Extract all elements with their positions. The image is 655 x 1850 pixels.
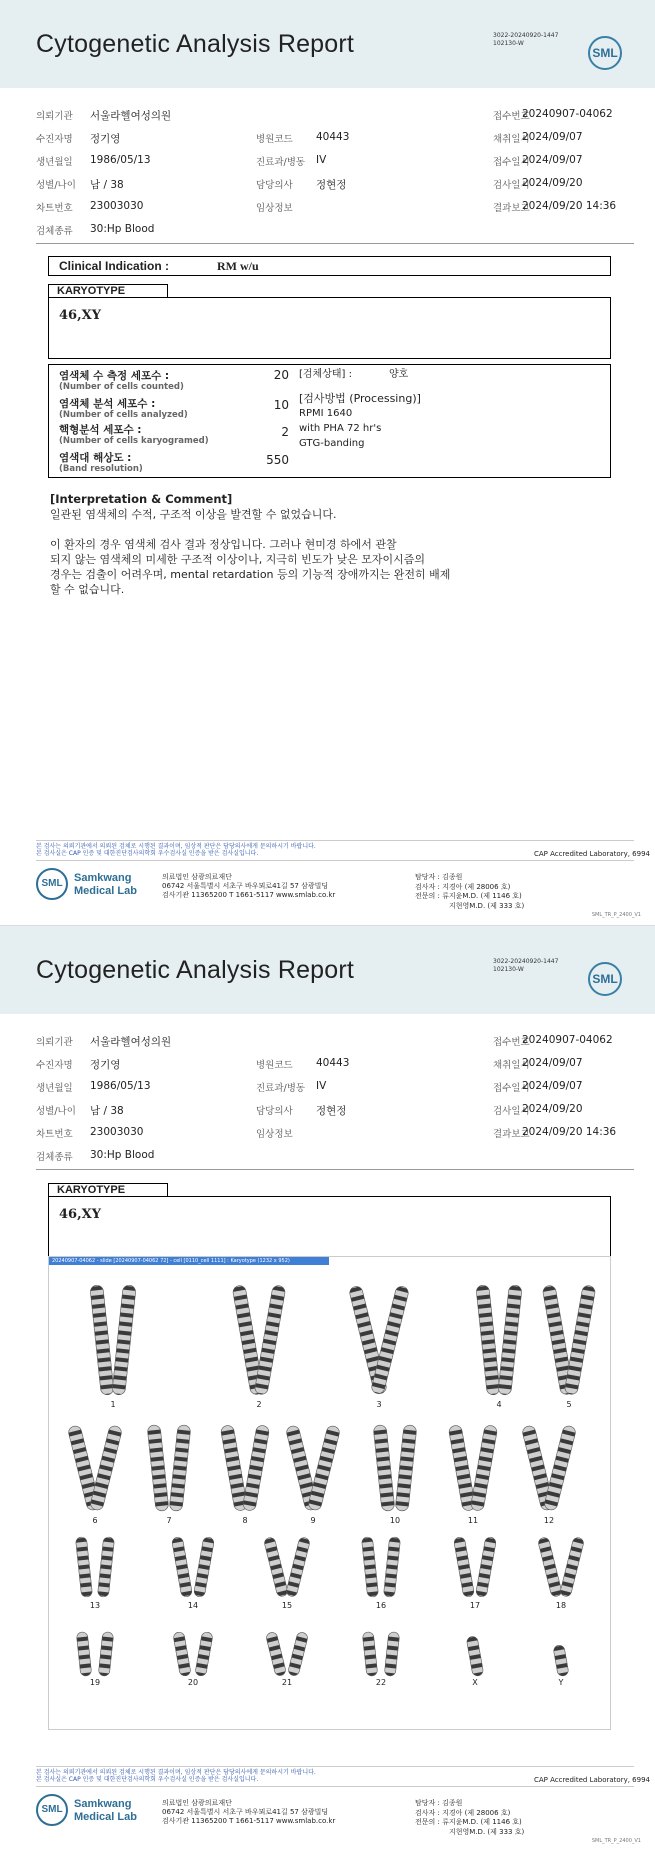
info-label: 성별/나이 bbox=[36, 180, 76, 191]
karyotype-value: 46,XY bbox=[59, 308, 101, 323]
cell-counts-box bbox=[48, 364, 611, 478]
form-version: SML_TR_P_2400_V1 bbox=[591, 1838, 641, 1844]
chromosome-label: 2 bbox=[256, 1400, 262, 1409]
header-code: 3022-20240920-1447 102130-W bbox=[493, 32, 559, 47]
chromosome-label: X bbox=[472, 1678, 478, 1687]
chromosome bbox=[171, 1537, 192, 1598]
interpretation-comment bbox=[50, 492, 550, 597]
info-value: 1986/05/13 bbox=[90, 154, 151, 166]
info-row bbox=[36, 171, 636, 194]
chromosome-label: 10 bbox=[389, 1516, 401, 1525]
chromosome-label: 8 bbox=[242, 1516, 248, 1525]
info-divider bbox=[36, 1169, 634, 1170]
comment-heading: [Interpretation & Comment] bbox=[50, 492, 233, 506]
info-value: 2024/09/20 14:36 bbox=[522, 1126, 617, 1138]
chromosome-label: 5 bbox=[566, 1400, 572, 1409]
info-value: IV bbox=[316, 154, 327, 166]
karyogram-image bbox=[48, 1256, 611, 1730]
info-row bbox=[36, 217, 636, 240]
chromosome bbox=[112, 1285, 136, 1396]
count-value-karyogramed: 2 bbox=[281, 425, 289, 439]
chromosome bbox=[285, 1537, 310, 1598]
chromosome bbox=[470, 1425, 498, 1512]
chromosome bbox=[559, 1537, 584, 1598]
chromosome bbox=[220, 1425, 248, 1512]
comment-line: 되지 않는 염색체의 미세한 구조적 이상이나, 지극히 빈도가 낮은 모자이시즘의 bbox=[50, 553, 425, 566]
chromosome-label: 1 bbox=[110, 1400, 116, 1409]
info-value: 23003030 bbox=[90, 200, 144, 212]
chromosome bbox=[373, 1425, 395, 1512]
info-label: 병원코드 bbox=[256, 134, 293, 145]
comment-line: 경우는 검출이 어려우며, mental retardation 등의 기능적 장애까지는 완전히 배제 bbox=[50, 568, 451, 581]
info-value: IV bbox=[316, 1080, 327, 1092]
chromosome-label: 19 bbox=[89, 1678, 101, 1687]
specimen-status-label: [검체상태] : bbox=[299, 369, 352, 380]
chromosome-label: 7 bbox=[166, 1516, 172, 1525]
count-label-counted: 염색체 수 측정 세포수 : (Number of cells counted) bbox=[59, 370, 184, 392]
chromosome bbox=[362, 1632, 378, 1677]
chromosome-label: 20 bbox=[187, 1678, 199, 1687]
chromosome-label: 9 bbox=[310, 1516, 316, 1525]
info-row bbox=[36, 1097, 636, 1120]
count-value-band: 550 bbox=[266, 453, 289, 467]
karyogram-svg bbox=[49, 1265, 612, 1731]
chromosome-label: 3 bbox=[376, 1400, 382, 1409]
chromosome bbox=[498, 1285, 522, 1396]
info-value: 서울라헬여성의원 bbox=[90, 1036, 172, 1048]
info-label: 결과보고 bbox=[493, 1129, 530, 1140]
karyotype-value: 46,XY bbox=[59, 1207, 101, 1222]
lab-address: 의료법인 삼광의료재단 06742 서울특별시 서초구 바우뫼로41길 57 삼광빌딩 검사기관 11365200 T 1661-5117 www.smlab.co.kr bbox=[162, 873, 336, 899]
info-label: 담당의사 bbox=[256, 180, 293, 191]
patient-info bbox=[36, 102, 636, 240]
chromosome bbox=[537, 1537, 562, 1598]
info-label: 접수일시 bbox=[493, 157, 530, 168]
info-value: 2024/09/07 bbox=[522, 1080, 583, 1092]
karyotype-box bbox=[48, 297, 611, 359]
footer-notice: 본 검사는 의뢰기관에서 의뢰된 검체로 시행된 결과이며, 임상적 판단은 담당의사에게 문의하시기 바랍니다. 본 검사실은 CAP 인증 및 대한진단검사의학회 우수검사실 인증을 받은 검사실입니다. bbox=[36, 1769, 316, 1783]
info-label: 생년월일 bbox=[36, 1083, 73, 1094]
chromosome bbox=[147, 1425, 169, 1512]
report-title: Cytogenetic Analysis Report bbox=[36, 30, 355, 58]
karyogram-caption-bar: 20240907-04062 - slide [20240907-04062 72] - cell [0110_cell 1111] : Karyotype (1232 x 952) bbox=[49, 1257, 329, 1265]
chromosome bbox=[89, 1425, 122, 1512]
info-value: 20240907-04062 bbox=[522, 1034, 613, 1046]
lab-address: 의료법인 삼광의료재단 06742 서울특별시 서초구 바우뫼로41길 57 삼광빌딩 검사기관 11365200 T 1661-5117 www.smlab.co.kr bbox=[162, 1799, 336, 1825]
form-version: SML_TR_P_2400_V1 bbox=[591, 912, 641, 918]
info-value: 40443 bbox=[316, 131, 350, 143]
info-value: 30:Hp Blood bbox=[90, 223, 155, 235]
chromosome bbox=[76, 1632, 92, 1677]
chromosome bbox=[543, 1425, 576, 1512]
count-label-karyogramed: 핵형분석 세포수 : (Number of cells karyogramed) bbox=[59, 424, 209, 446]
patient-info bbox=[36, 1028, 636, 1166]
info-label: 접수번호 bbox=[493, 1037, 530, 1048]
info-value: 2024/09/20 bbox=[522, 1103, 583, 1115]
info-row bbox=[36, 1074, 636, 1097]
chromosome bbox=[263, 1537, 288, 1598]
signatories: 탐당자 : 김종원 검사자 : 지경아 (제 28006 호) 전문의 : 류지윤M.D. (제 1146 호) 지현영M.D. (제 333 호) bbox=[415, 1799, 525, 1836]
chromosome bbox=[383, 1537, 400, 1598]
info-value: 정기영 bbox=[90, 1059, 121, 1071]
chromosome-label: Y bbox=[558, 1678, 564, 1687]
report-header bbox=[0, 0, 655, 88]
chromosome bbox=[97, 1537, 114, 1598]
info-value: 2024/09/07 bbox=[522, 1057, 583, 1069]
comment-line: 일관된 염색체의 수적, 구조적 이상을 발견할 수 없었습니다. bbox=[50, 508, 337, 521]
chromosome-label: 13 bbox=[89, 1601, 101, 1610]
cap-accreditation: CAP Accredited Laboratory, 6994 bbox=[533, 850, 650, 858]
chromosome bbox=[193, 1537, 214, 1598]
info-label: 차트번호 bbox=[36, 203, 73, 214]
chromosome bbox=[75, 1537, 92, 1598]
count-value-analyzed: 10 bbox=[273, 398, 289, 412]
chromosome-label: 12 bbox=[543, 1516, 555, 1525]
chromosome bbox=[466, 1636, 484, 1677]
chromosome bbox=[448, 1425, 476, 1512]
karyotype-box bbox=[48, 1196, 611, 1258]
chromosome-label: 21 bbox=[281, 1678, 293, 1687]
chromosome bbox=[307, 1425, 340, 1512]
info-value: 20240907-04062 bbox=[522, 108, 613, 120]
chromosome bbox=[475, 1537, 496, 1598]
sml-logo: SML bbox=[588, 36, 622, 70]
info-value: 정현정 bbox=[316, 1105, 347, 1117]
method-line: RPMI 1640 bbox=[299, 408, 353, 419]
method-label: [검사방법 (Processing)] bbox=[299, 392, 421, 405]
chromosome bbox=[98, 1632, 114, 1677]
info-label: 진료과/병동 bbox=[256, 1083, 306, 1094]
chromosome-label: 15 bbox=[281, 1601, 293, 1610]
info-label: 검사일시 bbox=[493, 1106, 530, 1117]
sml-logo: SML bbox=[588, 962, 622, 996]
info-label: 성별/나이 bbox=[36, 1106, 76, 1117]
chromosome-label: 14 bbox=[187, 1601, 199, 1610]
report-footer: 본 검사는 의뢰기관에서 의뢰된 검체로 시행된 결과이며, 임상적 판단은 담당의사에게 문의하시기 바랍니다. 본 검사실은 CAP 인증 및 대한진단검사의학회 우수검사실 인증을 받은 검사실입니다. CAP Accredited Laboratory, 6994 SML Samkwang Medical Lab 의료법인 삼광의료재단 06742 서울특별시 서초구 바우뫼로41길 57 삼광빌딩 검사기관 11365200 T 1661-5117 www.smlab.co.kr 탐당자 : 김종원 검사자 : 지경아 (제 28006 호) 전문의 : 류지윤M.D. (제 1146 호) 지현영M.D. (제 333 호) SML_TR_P_2400_V1 bbox=[0, 838, 655, 925]
chromosome bbox=[453, 1537, 474, 1598]
info-label: 채취일시 bbox=[493, 134, 530, 145]
info-label: 검체종류 bbox=[36, 226, 73, 237]
info-row bbox=[36, 1143, 636, 1166]
signatories: 탐당자 : 김종원 검사자 : 지경아 (제 28006 호) 전문의 : 류지윤M.D. (제 1146 호) 지현영M.D. (제 333 호) bbox=[415, 873, 525, 910]
footer-notice: 본 검사는 의뢰기관에서 의뢰된 검체로 시행된 결과이며, 임상적 판단은 담당의사에게 문의하시기 바랍니다. 본 검사실은 CAP 인증 및 대한진단검사의학회 우수검사실 인증을 받은 검사실입니다. bbox=[36, 843, 316, 857]
specimen-status-value: 양호 bbox=[389, 369, 409, 380]
comment-line bbox=[50, 522, 550, 537]
chromosome-label: 18 bbox=[555, 1601, 567, 1610]
info-row bbox=[36, 125, 636, 148]
chromosome-label: 16 bbox=[375, 1601, 387, 1610]
info-value: 서울라헬여성의원 bbox=[90, 110, 172, 122]
info-value: 2024/09/07 bbox=[522, 154, 583, 166]
info-row bbox=[36, 1120, 636, 1143]
clinical-indication-label: Clinical Indication : bbox=[59, 259, 170, 273]
info-value: 2024/09/07 bbox=[522, 131, 583, 143]
info-label: 임상정보 bbox=[256, 1129, 293, 1140]
chromosome bbox=[476, 1285, 500, 1396]
chromosome-label: 4 bbox=[496, 1400, 502, 1409]
chromosome bbox=[370, 1285, 409, 1395]
report-title: Cytogenetic Analysis Report bbox=[36, 956, 355, 984]
info-row bbox=[36, 1051, 636, 1074]
info-label: 접수일시 bbox=[493, 1083, 530, 1094]
info-label: 검체종류 bbox=[36, 1152, 73, 1163]
report-header bbox=[0, 926, 655, 1014]
chromosome bbox=[395, 1425, 417, 1512]
info-row bbox=[36, 102, 636, 125]
info-label: 수진자명 bbox=[36, 134, 73, 145]
chromosome-label: 17 bbox=[469, 1601, 481, 1610]
chromosome-label: 6 bbox=[92, 1516, 98, 1525]
count-value-counted: 20 bbox=[273, 368, 289, 382]
info-row bbox=[36, 1028, 636, 1051]
chromosome-label: 22 bbox=[375, 1678, 387, 1687]
chromosome bbox=[287, 1631, 308, 1676]
info-value: 남 / 38 bbox=[90, 1105, 124, 1117]
clinical-indication-box bbox=[48, 256, 611, 276]
chromosome bbox=[195, 1631, 213, 1676]
chromosome bbox=[553, 1644, 569, 1676]
karyotype-tab: KARYOTYPE bbox=[48, 284, 168, 297]
info-label: 수진자명 bbox=[36, 1060, 73, 1071]
info-label: 생년월일 bbox=[36, 157, 73, 168]
info-value: 23003030 bbox=[90, 1126, 144, 1138]
chromosome bbox=[169, 1425, 191, 1512]
chromosome-label: 11 bbox=[467, 1516, 479, 1525]
chromosome bbox=[265, 1631, 286, 1676]
chromosome bbox=[173, 1631, 191, 1676]
chromosome bbox=[564, 1285, 596, 1396]
count-label-band: 염색대 해상도 : (Band resolution) bbox=[59, 452, 143, 474]
info-value: 2024/09/20 14:36 bbox=[522, 200, 617, 212]
info-label: 결과보고 bbox=[493, 203, 530, 214]
header-code: 3022-20240920-1447 102130-W bbox=[493, 958, 559, 973]
chromosome bbox=[254, 1285, 286, 1396]
info-value: 정현정 bbox=[316, 179, 347, 191]
info-divider bbox=[36, 243, 634, 244]
chromosome bbox=[384, 1632, 400, 1677]
info-label: 차트번호 bbox=[36, 1129, 73, 1140]
cap-accreditation: CAP Accredited Laboratory, 6994 bbox=[533, 1776, 650, 1784]
info-label: 의뢰기관 bbox=[36, 111, 73, 122]
chromosome bbox=[242, 1425, 270, 1512]
info-value: 30:Hp Blood bbox=[90, 1149, 155, 1161]
info-label: 진료과/병동 bbox=[256, 157, 306, 168]
info-value: 1986/05/13 bbox=[90, 1080, 151, 1092]
info-label: 검사일시 bbox=[493, 180, 530, 191]
info-value: 40443 bbox=[316, 1057, 350, 1069]
info-label: 의뢰기관 bbox=[36, 1037, 73, 1048]
info-label: 임상정보 bbox=[256, 203, 293, 214]
info-label: 병원코드 bbox=[256, 1060, 293, 1071]
info-row bbox=[36, 148, 636, 171]
comment-line: 이 환자의 경우 염색체 검사 결과 정상입니다. 그러나 현미경 하에서 관찰 bbox=[50, 538, 397, 551]
comment-line: 할 수 없습니다. bbox=[50, 583, 125, 596]
info-value: 남 / 38 bbox=[90, 179, 124, 191]
info-value: 정기영 bbox=[90, 133, 121, 145]
report-footer: 본 검사는 의뢰기관에서 의뢰된 검체로 시행된 결과이며, 임상적 판단은 담당의사에게 문의하시기 바랍니다. 본 검사실은 CAP 인증 및 대한진단검사의학회 우수검사실 인증을 받은 검사실입니다. CAP Accredited Laboratory, 6994 SML Samkwang Medical Lab 의료법인 삼광의료재단 06742 서울특별시 서초구 바우뫼로41길 57 삼광빌딩 검사기관 11365200 T 1661-5117 www.smlab.co.kr 탐당자 : 김종원 검사자 : 지경아 (제 28006 호) 전문의 : 류지윤M.D. (제 1146 호) 지현영M.D. (제 333 호) SML_TR_P_2400_V1 bbox=[0, 1764, 655, 1850]
info-value: 2024/09/20 bbox=[522, 177, 583, 189]
karyotype-tab: KARYOTYPE bbox=[48, 1183, 168, 1196]
method-line: with PHA 72 hr's bbox=[299, 423, 382, 434]
chromosome bbox=[90, 1285, 114, 1396]
method-line: GTG-banding bbox=[299, 438, 365, 449]
info-row bbox=[36, 194, 636, 217]
info-label: 접수번호 bbox=[493, 111, 530, 122]
info-label: 채취일시 bbox=[493, 1060, 530, 1071]
count-label-analyzed: 염색체 분석 세포수 : (Number of cells analyzed) bbox=[59, 398, 188, 420]
info-label: 담당의사 bbox=[256, 1106, 293, 1117]
chromosome bbox=[361, 1537, 378, 1598]
clinical-indication-value: RM w/u bbox=[217, 259, 259, 273]
